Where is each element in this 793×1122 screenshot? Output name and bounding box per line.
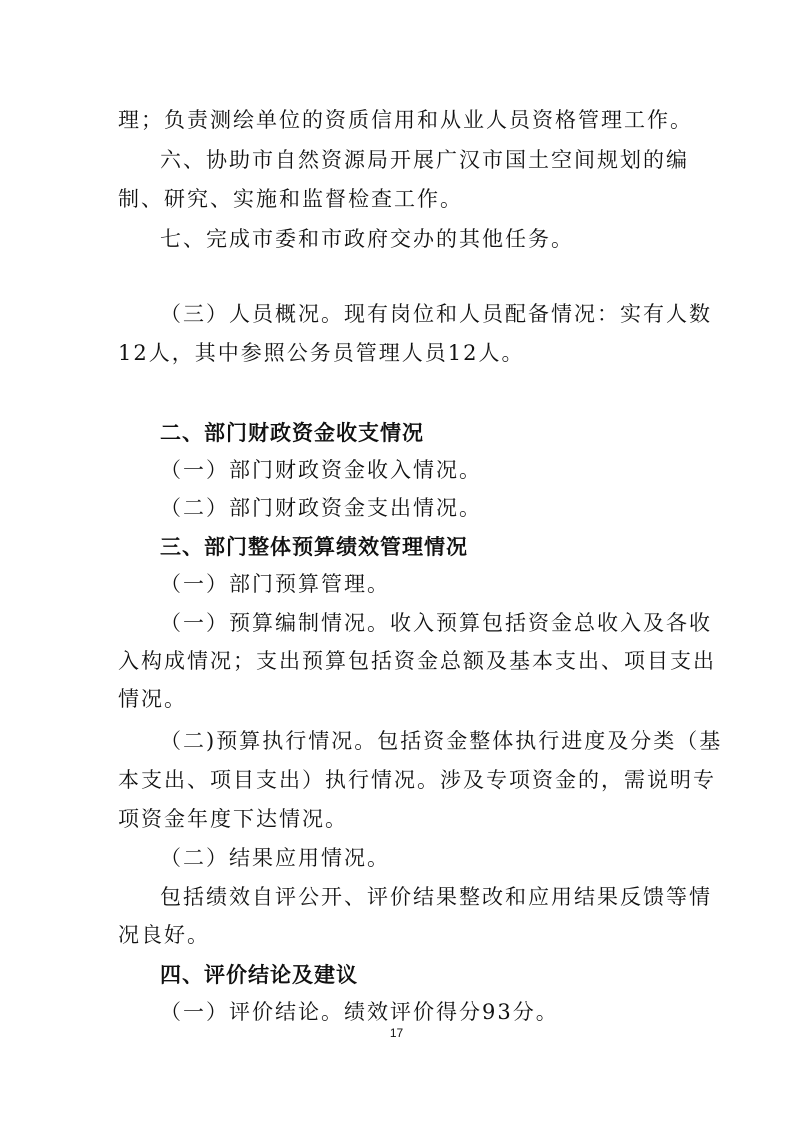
- body-text-line: （二）结果应用情况。: [160, 846, 390, 870]
- body-text-line: （二)预算执行情况。包括资金整体执行进度及分类（基: [160, 729, 723, 753]
- body-text-line: 12人，其中参照公务员管理人员12人。: [118, 341, 525, 365]
- body-text-line: 六、协助市自然资源局开展广汉市国土空间规划的编: [160, 148, 689, 172]
- body-text-line: 项资金年度下达情况。: [118, 807, 348, 831]
- body-text-line: （一）部门预算管理。: [160, 572, 390, 596]
- section-heading: 三、部门整体预算绩效管理情况: [160, 535, 468, 559]
- body-text-line: （二）部门财政资金支出情况。: [160, 496, 482, 520]
- body-text-line: 理；负责测绘单位的资质信用和从业人员资格管理工作。: [118, 108, 693, 132]
- body-text-line: 制、研究、实施和监督检查工作。: [118, 187, 463, 211]
- section-heading: 二、部门财政资金收支情况: [160, 421, 424, 445]
- body-text-line: 七、完成市委和市政府交办的其他任务。: [160, 227, 574, 251]
- body-text-line: 入构成情况；支出预算包括资金总额及基本支出、项目支出: [118, 649, 716, 673]
- page-number: 17: [389, 1026, 404, 1040]
- body-text-line: （三）人员概况。现有岗位和人员配备情况：实有人数: [160, 302, 712, 326]
- body-text-line: 包括绩效自评公开、评价结果整改和应用结果反馈等情: [160, 885, 712, 909]
- body-text-line: 本支出、项目支出）执行情况。涉及专项资金的，需说明专: [118, 768, 716, 792]
- body-text-line: （一）部门财政资金收入情况。: [160, 458, 482, 482]
- section-heading: 四、评价结论及建议: [160, 963, 358, 987]
- body-text-line: （一）预算编制情况。收入预算包括资金总收入及各收: [160, 611, 712, 635]
- body-text-line: （一）评价结论。绩效评价得分93分。: [160, 1000, 559, 1024]
- body-text-line: 况良好。: [118, 923, 210, 947]
- body-text-line: 情况。: [118, 687, 187, 711]
